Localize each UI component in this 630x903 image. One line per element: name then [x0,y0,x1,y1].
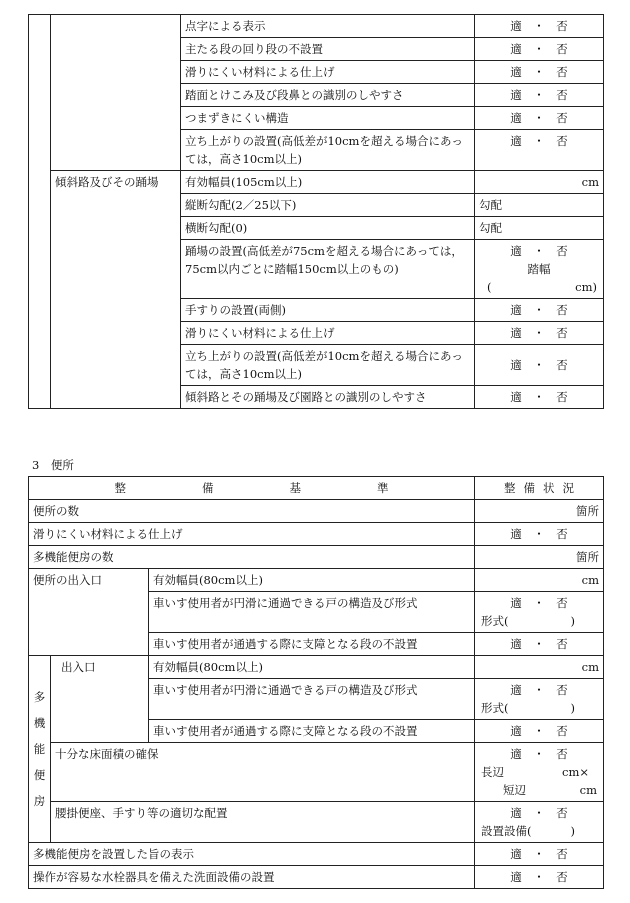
item-cell: 便所の数 [29,500,475,523]
stairs-ramp-table [28,14,604,409]
long-side-row [479,763,599,781]
item-cell: 多機能便房を設置した旨の表示 [29,843,475,866]
format-label: 形式( [481,614,509,628]
format-row [479,612,599,630]
header-status [475,477,604,500]
item-cell: 横断勾配(0) [181,217,475,240]
item-cell: 滑りにくい材料による仕上げ [181,61,475,84]
ok-ng-text: 適 ・ 否 [510,870,568,884]
status-cell [475,61,604,84]
status-cell [475,633,604,656]
short-side-row [479,781,599,799]
status-cell [475,322,604,345]
paren-open: ( [487,280,492,294]
item-cell: 腰掛便座、手すり等の適切な配置 [51,802,475,843]
paren-close: ) [570,614,576,628]
ok-ng-text: 適 ・ 否 [510,358,568,372]
ok-ng-text: 適 ・ 否 [510,65,568,79]
blank-cell [29,15,51,409]
status-cell [475,743,604,802]
ok-ng-text: 適 ・ 否 [510,747,568,761]
item-cell: 操作が容易な水栓器具を備えた洗面設備の設置 [29,866,475,889]
vertical-char: 能 [33,742,46,756]
table-row [29,569,604,592]
ok-ng-text: 適 ・ 否 [510,596,568,610]
table-row [29,843,604,866]
item-cell: 点字による表示 [181,15,475,38]
status-cell [475,866,604,889]
table-row [29,500,604,523]
status-cell [475,240,604,299]
ok-ng-text: 適 ・ 否 [510,42,568,56]
paren-close: cm) [575,280,597,294]
landing-width-label: 踏幅 [527,262,551,276]
blank-cell [51,15,181,171]
item-cell: 車いす使用者が円滑に通過できる戸の構造及び形式 [149,679,475,720]
status-cell [475,299,604,322]
status-cell [475,15,604,38]
vertical-char: 便 [33,768,46,782]
header-char: 状 [543,481,555,495]
entrance-label: 便所の出入口 [29,569,149,656]
long-side-label: 長辺 [481,765,505,779]
table-row [29,866,604,889]
status-cell [475,843,604,866]
unit-cell: cm [475,569,604,592]
ok-ng-text: 適 ・ 否 [510,724,568,738]
ok-ng-text: 適 ・ 否 [510,88,568,102]
item-cell: 縦断勾配(2／25以下) [181,194,475,217]
item-cell: 踊場の設置(高低差が75cmを超える場合にあっては，75cm以内ごとに踏幅150cm以上のもの) [181,240,475,299]
unit-cell: 箇所 [475,500,604,523]
ok-ng-text: 適 ・ 否 [510,637,568,651]
vertical-char: 房 [33,794,46,808]
item-cell: 立ち上がりの設置(高低差が10cmを超える場合にあっては，高さ10cm以上) [181,345,475,386]
unit-cell: cm [475,171,604,194]
status-cell [475,107,604,130]
item-cell: 滑りにくい材料による仕上げ [29,523,475,546]
table-row [29,743,604,802]
header-char: 備 [523,481,536,495]
paren-close: ) [570,701,576,715]
value-cell: 勾配 [475,194,604,217]
unit-cell: cm [475,656,604,679]
ok-ng-text: 適 ・ 否 [510,111,568,125]
table-row [29,15,604,38]
header-char: 準 [377,481,389,495]
item-cell: 有効幅員(80cm以上) [149,656,475,679]
cm-times: cm× [562,765,590,779]
status-cell [475,523,604,546]
header-char: 況 [562,481,575,495]
vertical-char: 多 [33,690,46,704]
installed-row [479,822,599,840]
mp-entrance-text: 出入口 [61,660,96,674]
ramp-label: 傾斜路及びその踊場 [51,171,181,409]
header-char: 備 [202,481,214,495]
vertical-char: 機 [33,716,46,730]
short-side-label: 短辺 [503,783,527,797]
status-cell [475,592,604,633]
cm-unit: cm [579,783,598,797]
table-row [29,802,604,843]
item-cell: 主たる段の回り段の不設置 [181,38,475,61]
item-cell: 多機能便房の数 [29,546,475,569]
status-cell [475,130,604,171]
header-char: 基 [289,481,302,495]
ok-ng-text: 適 ・ 否 [510,19,568,33]
item-cell: 傾斜路とその踊場及び園路との識別のしやすさ [181,386,475,409]
status-cell [475,802,604,843]
item-cell: 車いす使用者が通過する際に支障となる段の不設置 [149,633,475,656]
ok-ng-text: 適 ・ 否 [510,683,568,697]
paren-close: ) [570,824,576,838]
table-header-row [29,477,604,500]
item-cell: 車いす使用者が通過する際に支障となる段の不設置 [149,720,475,743]
section-title: 3 便所 [32,458,74,472]
ok-ng-text: 適 ・ 否 [510,390,568,404]
format-label: 形式( [481,701,509,715]
item-cell: 滑りにくい材料による仕上げ [181,322,475,345]
item-cell: 手すりの設置(両側) [181,299,475,322]
toilet-table [28,476,604,889]
ok-ng-text: 適 ・ 否 [510,527,568,541]
installed-label: 設置設備( [481,824,532,838]
item-cell: 踏面とけこみ及び段鼻との識別のしやすさ [181,84,475,107]
item-cell: 立ち上がりの設置(高低差が10cmを超える場合にあっては，高さ10cm以上) [181,130,475,171]
mp-entrance-label [51,656,149,743]
multi-purpose-vertical-label [29,656,51,843]
status-cell [475,345,604,386]
item-cell: 有効幅員(80cm以上) [149,569,475,592]
ok-ng-text: 適 ・ 否 [510,326,568,340]
ok-ng-text: 適 ・ 否 [510,134,568,148]
status-cell [475,679,604,720]
ok-ng-text: 適 ・ 否 [510,806,568,820]
table-row [29,523,604,546]
status-cell [475,84,604,107]
header-standard [29,477,475,500]
item-cell: 有効幅員(105cm以上) [181,171,475,194]
header-char: 整 [114,481,127,495]
format-row [479,699,599,717]
table-row [29,656,604,679]
value-cell: 勾配 [475,217,604,240]
status-cell [475,720,604,743]
ok-ng-text: 適 ・ 否 [510,303,568,317]
ok-ng-text: 適 ・ 否 [510,244,568,258]
status-cell [475,38,604,61]
table-row [29,546,604,569]
item-cell: 十分な床面積の確保 [51,743,475,802]
unit-cell: 箇所 [475,546,604,569]
table-row [29,171,604,194]
ok-ng-text: 適 ・ 否 [510,847,568,861]
item-cell: つまずきにくい構造 [181,107,475,130]
header-char: 整 [504,481,516,495]
paren-row [479,278,599,296]
item-cell: 車いす使用者が円滑に通過できる戸の構造及び形式 [149,592,475,633]
status-cell [475,386,604,409]
